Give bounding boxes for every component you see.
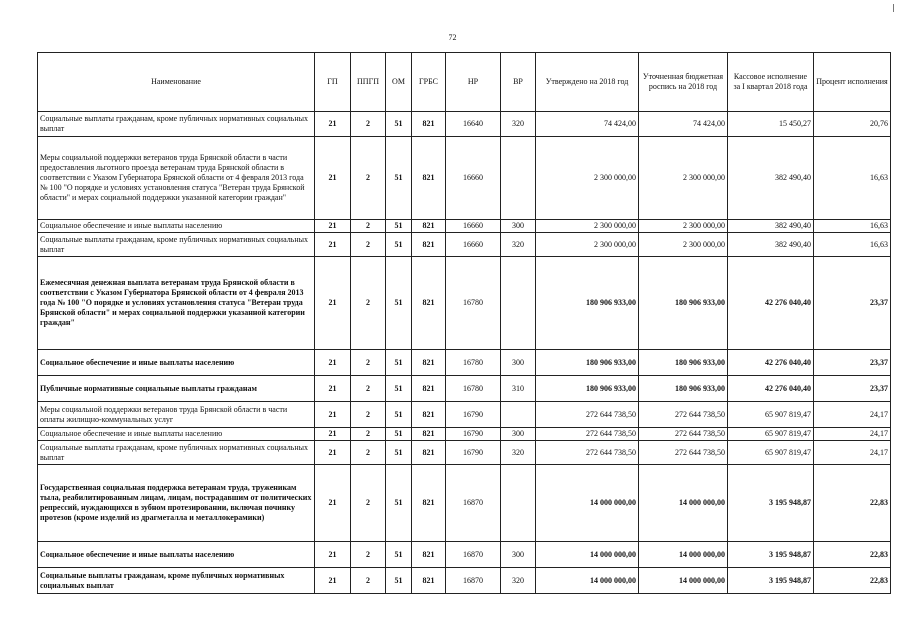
row-ppgp: 2 bbox=[351, 112, 386, 137]
row-grbs: 821 bbox=[412, 257, 446, 350]
row-name: Государственная социальная поддержка ветеранам труда, труженикам тыла, реабилитированным лицам, лицам, пострадавшим от политических репрессий, нуждающихся в зубном протезировании, включая починку протезов (кроме изделий из драгметалла и металлокерамики) bbox=[38, 465, 315, 542]
header-ppgp: ППГП bbox=[351, 53, 386, 112]
row-gp: 21 bbox=[315, 220, 351, 233]
row-vr: 300 bbox=[501, 350, 536, 376]
row-refined: 180 906 933,00 bbox=[639, 376, 728, 402]
table-row bbox=[38, 402, 891, 428]
table-row bbox=[38, 350, 891, 376]
row-ppgp: 2 bbox=[351, 465, 386, 542]
row-approved: 14 000 000,00 bbox=[536, 465, 639, 542]
row-approved: 180 906 933,00 bbox=[536, 376, 639, 402]
row-name: Социальное обеспечение и иные выплаты населению bbox=[38, 542, 315, 568]
row-om: 51 bbox=[386, 376, 412, 402]
header-gp: ГП bbox=[315, 53, 351, 112]
table-row bbox=[38, 137, 891, 220]
row-cash: 42 276 040,40 bbox=[728, 376, 814, 402]
row-cash: 3 195 948,87 bbox=[728, 568, 814, 594]
table-row bbox=[38, 220, 891, 233]
row-refined: 74 424,00 bbox=[639, 112, 728, 137]
row-vr: 320 bbox=[501, 441, 536, 465]
row-grbs: 821 bbox=[412, 465, 446, 542]
header-cash: Кассовое исполнение за I квартал 2018 года bbox=[728, 53, 814, 112]
table-row bbox=[38, 112, 891, 137]
header-name: Наименование bbox=[38, 53, 315, 112]
row-refined: 14 000 000,00 bbox=[639, 568, 728, 594]
page-edge-mark bbox=[893, 4, 894, 12]
row-approved: 272 644 738,50 bbox=[536, 428, 639, 441]
table-row bbox=[38, 428, 891, 441]
row-cash: 382 490,40 bbox=[728, 233, 814, 257]
row-approved: 2 300 000,00 bbox=[536, 220, 639, 233]
row-refined: 272 644 738,50 bbox=[639, 428, 728, 441]
row-refined: 14 000 000,00 bbox=[639, 465, 728, 542]
row-om: 51 bbox=[386, 402, 412, 428]
row-percent: 22,83 bbox=[814, 568, 891, 594]
row-cash: 3 195 948,87 bbox=[728, 465, 814, 542]
row-nr: 16640 bbox=[446, 112, 501, 137]
row-vr: 320 bbox=[501, 568, 536, 594]
row-om: 51 bbox=[386, 233, 412, 257]
row-cash: 382 490,40 bbox=[728, 220, 814, 233]
row-grbs: 821 bbox=[412, 428, 446, 441]
row-name: Публичные нормативные социальные выплаты гражданам bbox=[38, 376, 315, 402]
table-row bbox=[38, 465, 891, 542]
row-nr: 16790 bbox=[446, 428, 501, 441]
row-cash: 15 450,27 bbox=[728, 112, 814, 137]
row-refined: 2 300 000,00 bbox=[639, 137, 728, 220]
row-om: 51 bbox=[386, 568, 412, 594]
row-percent: 23,37 bbox=[814, 257, 891, 350]
row-refined: 2 300 000,00 bbox=[639, 220, 728, 233]
row-gp: 21 bbox=[315, 441, 351, 465]
row-refined: 272 644 738,50 bbox=[639, 402, 728, 428]
row-name: Социальное обеспечение и иные выплаты населению bbox=[38, 350, 315, 376]
row-vr: 320 bbox=[501, 233, 536, 257]
row-ppgp: 2 bbox=[351, 137, 386, 220]
row-gp: 21 bbox=[315, 257, 351, 350]
row-percent: 22,83 bbox=[814, 465, 891, 542]
row-refined: 2 300 000,00 bbox=[639, 233, 728, 257]
row-nr: 16660 bbox=[446, 233, 501, 257]
header-nr: НР bbox=[446, 53, 501, 112]
row-nr: 16780 bbox=[446, 257, 501, 350]
row-name: Социальные выплаты гражданам, кроме публичных нормативных социальных выплат bbox=[38, 112, 315, 137]
row-om: 51 bbox=[386, 137, 412, 220]
row-grbs: 821 bbox=[412, 137, 446, 220]
row-nr: 16660 bbox=[446, 220, 501, 233]
row-grbs: 821 bbox=[412, 441, 446, 465]
row-percent: 16,63 bbox=[814, 233, 891, 257]
row-ppgp: 2 bbox=[351, 220, 386, 233]
row-vr: 300 bbox=[501, 220, 536, 233]
row-gp: 21 bbox=[315, 137, 351, 220]
table-row bbox=[38, 568, 891, 594]
row-grbs: 821 bbox=[412, 220, 446, 233]
row-cash: 65 907 819,47 bbox=[728, 402, 814, 428]
row-om: 51 bbox=[386, 220, 412, 233]
row-ppgp: 2 bbox=[351, 568, 386, 594]
row-vr: 310 bbox=[501, 376, 536, 402]
row-cash: 42 276 040,40 bbox=[728, 257, 814, 350]
row-approved: 272 644 738,50 bbox=[536, 402, 639, 428]
table-row bbox=[38, 376, 891, 402]
header-vr: ВР bbox=[501, 53, 536, 112]
row-ppgp: 2 bbox=[351, 428, 386, 441]
row-refined: 180 906 933,00 bbox=[639, 350, 728, 376]
row-om: 51 bbox=[386, 428, 412, 441]
row-gp: 21 bbox=[315, 428, 351, 441]
table-row bbox=[38, 233, 891, 257]
row-gp: 21 bbox=[315, 350, 351, 376]
row-percent: 23,37 bbox=[814, 350, 891, 376]
row-vr: 300 bbox=[501, 542, 536, 568]
table-row bbox=[38, 542, 891, 568]
row-refined: 180 906 933,00 bbox=[639, 257, 728, 350]
row-nr: 16780 bbox=[446, 350, 501, 376]
row-approved: 74 424,00 bbox=[536, 112, 639, 137]
row-vr: 300 bbox=[501, 428, 536, 441]
row-nr: 16660 bbox=[446, 137, 501, 220]
table-row bbox=[38, 257, 891, 350]
row-gp: 21 bbox=[315, 465, 351, 542]
header-grbs: ГРБС bbox=[412, 53, 446, 112]
header-approved: Утверждено на 2018 год bbox=[536, 53, 639, 112]
row-approved: 180 906 933,00 bbox=[536, 257, 639, 350]
row-percent: 24,17 bbox=[814, 441, 891, 465]
row-ppgp: 2 bbox=[351, 350, 386, 376]
row-approved: 2 300 000,00 bbox=[536, 137, 639, 220]
row-vr bbox=[501, 465, 536, 542]
row-ppgp: 2 bbox=[351, 257, 386, 350]
row-refined: 14 000 000,00 bbox=[639, 542, 728, 568]
row-om: 51 bbox=[386, 465, 412, 542]
row-percent: 20,76 bbox=[814, 112, 891, 137]
row-nr: 16870 bbox=[446, 542, 501, 568]
row-cash: 382 490,40 bbox=[728, 137, 814, 220]
row-ppgp: 2 bbox=[351, 441, 386, 465]
row-nr: 16870 bbox=[446, 465, 501, 542]
row-gp: 21 bbox=[315, 402, 351, 428]
header-refined: Уточненная бюджетная роспись на 2018 год bbox=[639, 53, 728, 112]
table-row bbox=[38, 441, 891, 465]
row-cash: 3 195 948,87 bbox=[728, 542, 814, 568]
row-om: 51 bbox=[386, 112, 412, 137]
row-cash: 42 276 040,40 bbox=[728, 350, 814, 376]
row-name: Меры социальной поддержки ветеранов труда Брянской области в части оплаты жилищно-коммунальных услуг bbox=[38, 402, 315, 428]
row-cash: 65 907 819,47 bbox=[728, 428, 814, 441]
row-grbs: 821 bbox=[412, 350, 446, 376]
row-om: 51 bbox=[386, 350, 412, 376]
row-gp: 21 bbox=[315, 376, 351, 402]
row-gp: 21 bbox=[315, 233, 351, 257]
row-gp: 21 bbox=[315, 542, 351, 568]
row-name: Социальное обеспечение и иные выплаты населению bbox=[38, 220, 315, 233]
row-percent: 24,17 bbox=[814, 428, 891, 441]
row-percent: 22,83 bbox=[814, 542, 891, 568]
row-om: 51 bbox=[386, 257, 412, 350]
row-approved: 14 000 000,00 bbox=[536, 542, 639, 568]
row-ppgp: 2 bbox=[351, 402, 386, 428]
row-grbs: 821 bbox=[412, 542, 446, 568]
row-nr: 16780 bbox=[446, 376, 501, 402]
row-ppgp: 2 bbox=[351, 542, 386, 568]
row-name: Социальные выплаты гражданам, кроме публичных нормативных социальных выплат bbox=[38, 441, 315, 465]
row-percent: 16,63 bbox=[814, 220, 891, 233]
row-nr: 16790 bbox=[446, 402, 501, 428]
header-percent: Процент исполнения bbox=[814, 53, 891, 112]
row-vr bbox=[501, 257, 536, 350]
row-grbs: 821 bbox=[412, 376, 446, 402]
row-name: Социальные выплаты гражданам, кроме публичных нормативных социальных выплат bbox=[38, 233, 315, 257]
row-percent: 23,37 bbox=[814, 376, 891, 402]
row-name: Социальные выплаты гражданам, кроме публичных нормативных социальных выплат bbox=[38, 568, 315, 594]
row-approved: 2 300 000,00 bbox=[536, 233, 639, 257]
row-refined: 272 644 738,50 bbox=[639, 441, 728, 465]
row-om: 51 bbox=[386, 542, 412, 568]
header-row bbox=[38, 53, 891, 112]
row-vr bbox=[501, 137, 536, 220]
row-approved: 14 000 000,00 bbox=[536, 568, 639, 594]
row-vr: 320 bbox=[501, 112, 536, 137]
budget-execution-table bbox=[37, 52, 891, 594]
page-number: 72 bbox=[448, 33, 457, 42]
row-approved: 180 906 933,00 bbox=[536, 350, 639, 376]
header-om: ОМ bbox=[386, 53, 412, 112]
row-grbs: 821 bbox=[412, 233, 446, 257]
row-approved: 272 644 738,50 bbox=[536, 441, 639, 465]
row-cash: 65 907 819,47 bbox=[728, 441, 814, 465]
row-grbs: 821 bbox=[412, 112, 446, 137]
row-name: Меры социальной поддержки ветеранов труда Брянской области в части предоставления льготного проезда ветеранам труда Брянской области в соответствии с Указом Губернатора Брянской области от 4 февраля 2013 года № 100 "О порядке и условиях установления статуса "Ветеран труда Брянской области" и мерах социальной поддержки указанной категории граждан" bbox=[38, 137, 315, 220]
row-om: 51 bbox=[386, 441, 412, 465]
row-gp: 21 bbox=[315, 568, 351, 594]
row-ppgp: 2 bbox=[351, 233, 386, 257]
row-percent: 24,17 bbox=[814, 402, 891, 428]
row-name: Социальное обеспечение и иные выплаты населению bbox=[38, 428, 315, 441]
row-ppgp: 2 bbox=[351, 376, 386, 402]
row-gp: 21 bbox=[315, 112, 351, 137]
row-nr: 16870 bbox=[446, 568, 501, 594]
row-grbs: 821 bbox=[412, 402, 446, 428]
row-percent: 16,63 bbox=[814, 137, 891, 220]
row-grbs: 821 bbox=[412, 568, 446, 594]
row-name: Ежемесячная денежная выплата ветеранам труда Брянской области в соответствии с Указом Губернатора Брянской области от 4 февраля 2013 года № 100 "О порядке и условиях установления статуса "Ветеран труда Брянской области" и мерах социальной поддержки указанной категории граждан" bbox=[38, 257, 315, 350]
row-nr: 16790 bbox=[446, 441, 501, 465]
row-vr bbox=[501, 402, 536, 428]
